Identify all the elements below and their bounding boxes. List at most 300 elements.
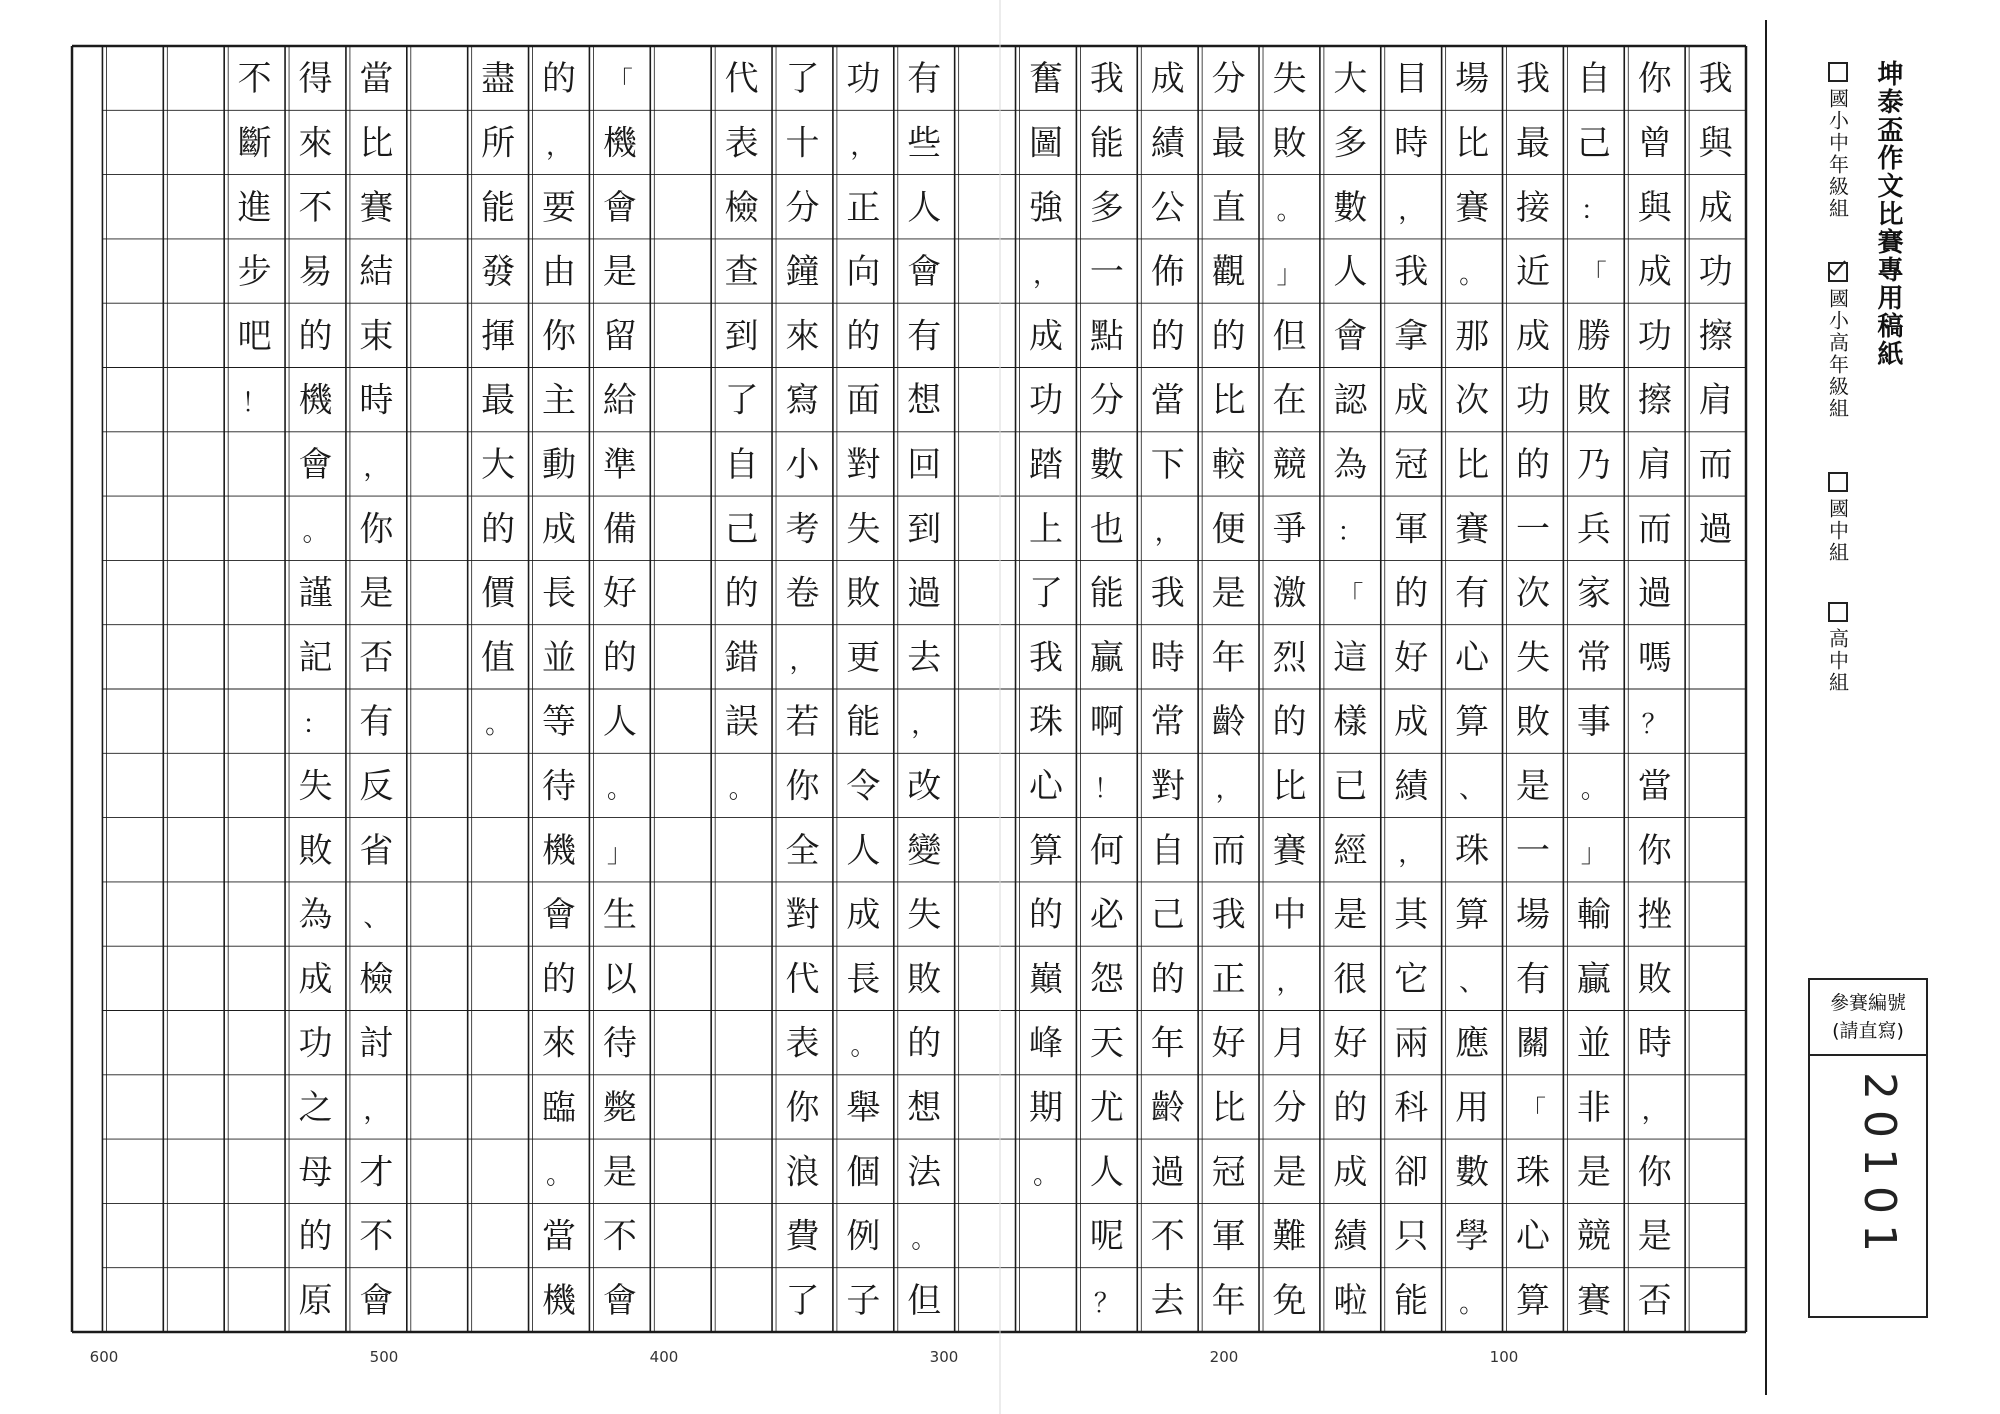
grid-character: 是 <box>1576 1152 1611 1193</box>
grid-character: 分 <box>1211 59 1246 100</box>
grid-character: 擦 <box>1637 380 1672 421</box>
grid-character: 較 <box>1211 444 1246 485</box>
grid-character: 動 <box>541 444 576 485</box>
grid-character: 數 <box>1455 1152 1490 1193</box>
grid-character: 去 <box>907 637 942 678</box>
grid-character: 激 <box>1272 573 1307 614</box>
grid-character: 嗎 <box>1637 637 1672 678</box>
grid-character: 烈 <box>1272 637 1307 678</box>
grid-character: 你 <box>785 1087 820 1128</box>
grid-character: 經 <box>1333 830 1368 871</box>
grid-character: 代 <box>785 959 820 1000</box>
grid-character: 記 <box>298 637 333 678</box>
grid-character: 待 <box>602 1023 637 1064</box>
grid-character: 「 <box>606 67 633 98</box>
grid-character: 不 <box>602 1216 637 1257</box>
grid-character: 能 <box>1089 573 1124 614</box>
grid-character: 失 <box>1272 59 1307 100</box>
grid-character: 我 <box>1089 59 1124 100</box>
grid-character: 你 <box>541 316 576 357</box>
grid-character: 。 <box>1032 1160 1059 1191</box>
grid-character: 人 <box>1089 1152 1124 1193</box>
grid-character: 巔 <box>1028 959 1063 1000</box>
grid-character: 啦 <box>1333 1280 1368 1321</box>
grid-character: 若 <box>785 702 820 743</box>
grid-character: 是 <box>602 252 637 293</box>
grid-character: 自 <box>724 444 759 485</box>
grid-character: 己 <box>724 509 759 550</box>
grid-character: 是 <box>1637 1216 1672 1257</box>
grid-character: 已 <box>1333 766 1368 807</box>
grid-character: 的 <box>1272 702 1307 743</box>
grid-character: 期 <box>1028 1087 1063 1128</box>
grid-character: 些 <box>907 123 942 164</box>
grid-character: 算 <box>1455 895 1490 936</box>
grid-character: 否 <box>1637 1280 1672 1321</box>
grid-character: 非 <box>1576 1087 1611 1128</box>
grid-character: 啊 <box>1089 702 1124 743</box>
grid-character: 的 <box>724 573 759 614</box>
grid-character: 但 <box>907 1280 942 1321</box>
grid-character: 贏 <box>1576 959 1611 1000</box>
grid-character: 機 <box>541 1280 576 1321</box>
grid-character: 呢 <box>1089 1216 1124 1257</box>
grid-character: 績 <box>1333 1216 1368 1257</box>
grid-character: 會 <box>602 187 637 228</box>
grid-character: 謹 <box>298 573 333 614</box>
grid-character: 了 <box>1028 573 1063 614</box>
grid-character: ！ <box>1093 774 1120 805</box>
grid-character: 珠 <box>1515 1152 1550 1193</box>
grid-character: 。 <box>1459 1288 1486 1319</box>
grid-character: 觀 <box>1211 252 1246 293</box>
grid-character: ， <box>1641 1095 1668 1126</box>
grid-character: 來 <box>541 1023 576 1064</box>
grid-character: 心 <box>1455 637 1490 678</box>
grid-character: 能 <box>1089 123 1124 164</box>
grid-character: 以 <box>602 959 637 1000</box>
grid-character: 成 <box>1333 1152 1368 1193</box>
grid-character: 目 <box>1394 59 1429 100</box>
entry-number-header <box>1810 980 1926 1056</box>
grid-character: 檢 <box>359 959 394 1000</box>
grid-character: 人 <box>846 830 881 871</box>
grid-character: 贏 <box>1089 637 1124 678</box>
grid-character: 其 <box>1394 895 1429 936</box>
grid-character: 子 <box>846 1280 881 1321</box>
grid-character: 來 <box>785 316 820 357</box>
grid-character: 次 <box>1455 380 1490 421</box>
grid-character: 能 <box>481 187 516 228</box>
grid-character: 要 <box>541 187 576 228</box>
grid-character: 能 <box>1394 1280 1429 1321</box>
grid-character: 會 <box>602 1280 637 1321</box>
grid-character: 過 <box>907 573 942 614</box>
scale-label: 200 <box>1209 1348 1239 1366</box>
grid-character: 最 <box>481 380 516 421</box>
checkbox-elementary-middle[interactable] <box>1828 62 1848 82</box>
grid-character: 珠 <box>1455 830 1490 871</box>
grid-character: 的 <box>846 316 881 357</box>
grid-character: 留 <box>602 316 637 357</box>
grid-character: 人 <box>1333 252 1368 293</box>
grid-character: 學 <box>1455 1216 1490 1257</box>
grid-character: 成 <box>298 959 333 1000</box>
grid-character: 應 <box>1455 1023 1490 1064</box>
grid-character: ， <box>1154 517 1181 548</box>
grid-character: 拿 <box>1394 316 1429 357</box>
grid-character: 難 <box>1272 1216 1307 1257</box>
grid-character: ， <box>1032 260 1059 291</box>
grid-character: 敗 <box>846 573 881 614</box>
checkbox-elementary-upper[interactable] <box>1828 262 1848 282</box>
grid-character: 比 <box>1211 380 1246 421</box>
grid-character: 。 <box>545 1160 572 1191</box>
grid-character: 你 <box>785 766 820 807</box>
grid-character: 的 <box>481 509 516 550</box>
grid-character: 。 <box>1276 195 1303 226</box>
entry-label-note: (請直寫) <box>1832 1020 1904 1042</box>
grid-character: 為 <box>1333 444 1368 485</box>
grid-character: 查 <box>724 252 759 293</box>
grid-character: 事 <box>1576 702 1611 743</box>
grid-character: 浪 <box>785 1152 820 1193</box>
grid-character: 己 <box>1150 895 1185 936</box>
grid-character: 了 <box>785 1280 820 1321</box>
character-count-scale <box>90 1348 1519 1366</box>
grid-character: 是 <box>1333 895 1368 936</box>
grid-character: 才 <box>359 1152 394 1193</box>
grid-character: 大 <box>481 444 516 485</box>
grid-character: 我 <box>1698 59 1733 100</box>
grid-character: 吧 <box>237 316 272 357</box>
grid-character: 比 <box>1211 1087 1246 1128</box>
grid-character: 與 <box>1637 187 1672 228</box>
grid-character: 比 <box>1455 123 1490 164</box>
grid-character: 想 <box>907 380 942 421</box>
grid-character: 敗 <box>1272 123 1307 164</box>
scale-label: 100 <box>1489 1348 1519 1366</box>
grid-character: 結 <box>359 252 394 293</box>
grid-character: 擦 <box>1698 316 1733 357</box>
grid-character: 不 <box>1150 1216 1185 1257</box>
grid-character: 揮 <box>481 316 516 357</box>
entry-label: 參賽編號 <box>1829 992 1906 1014</box>
grid-character: 的 <box>602 637 637 678</box>
grid-character: 比 <box>1272 766 1307 807</box>
grid-character: 功 <box>1515 380 1550 421</box>
scale-label: 600 <box>89 1348 119 1366</box>
grid-character: ， <box>545 131 572 162</box>
grid-character: 近 <box>1515 252 1550 293</box>
grid-character: 兵 <box>1576 509 1611 550</box>
grid-character: 是 <box>1515 766 1550 807</box>
grid-character: ， <box>363 1095 390 1126</box>
grid-character: 為 <box>298 895 333 936</box>
grid-character: 賽 <box>1455 509 1490 550</box>
grid-character: 接 <box>1515 187 1550 228</box>
grid-character: 公 <box>1150 187 1185 228</box>
grid-character: 的 <box>1150 959 1185 1000</box>
option-label: 高中組 <box>1825 628 1850 694</box>
grid-character: 我 <box>1150 573 1185 614</box>
grid-character: 「 <box>1519 1095 1546 1126</box>
grid-character: 大 <box>1333 59 1368 100</box>
grid-character: 正 <box>846 187 881 228</box>
grid-character: 斷 <box>237 123 272 164</box>
grid-character: 是 <box>1211 573 1246 614</box>
grid-character: 年 <box>1211 637 1246 678</box>
grid-character: 過 <box>1698 509 1733 550</box>
grid-character: 小 <box>785 444 820 485</box>
checkbox-junior-high[interactable] <box>1828 472 1848 492</box>
grid-character: 能 <box>846 702 881 743</box>
group-option-elementary-upper[interactable] <box>1818 262 1858 420</box>
grid-character: 只 <box>1394 1216 1429 1257</box>
grid-character: 月 <box>1272 1023 1307 1064</box>
grid-character: 而 <box>1637 509 1672 550</box>
grid-character: 認 <box>1333 380 1368 421</box>
grid-character: ， <box>1398 195 1425 226</box>
grid-character: 多 <box>1089 187 1124 228</box>
grid-character: ： <box>302 710 329 741</box>
grid-character: 而 <box>1211 830 1246 871</box>
grid-character: 峰 <box>1028 1023 1063 1064</box>
grid-character: 有 <box>359 702 394 743</box>
grid-character: 下 <box>1150 444 1185 485</box>
grid-character: 時 <box>1637 1023 1672 1064</box>
grid-character: 」 <box>1580 838 1607 869</box>
grid-character: 是 <box>602 1152 637 1193</box>
grid-character: 過 <box>1150 1152 1185 1193</box>
grid-character: 算 <box>1028 830 1063 871</box>
group-option-junior-high[interactable] <box>1818 472 1858 564</box>
grid-character: 在 <box>1272 380 1307 421</box>
grid-character: 由 <box>541 252 576 293</box>
grid-character: 到 <box>907 509 942 550</box>
grid-character: ： <box>1580 195 1607 226</box>
grid-character: 場 <box>1515 895 1550 936</box>
grid-character: 我 <box>1394 252 1429 293</box>
grid-character: 比 <box>1455 444 1490 485</box>
grid-character: 是 <box>359 573 394 614</box>
grid-character: 數 <box>1089 444 1124 485</box>
grid-character: 寫 <box>785 380 820 421</box>
grid-character: 珠 <box>1028 702 1063 743</box>
grid-character: 全 <box>785 830 820 871</box>
grid-character: 樣 <box>1333 702 1368 743</box>
grid-character: 更 <box>846 637 881 678</box>
grid-character: 主 <box>541 380 576 421</box>
grid-character: 。 <box>850 1031 877 1062</box>
grid-character: 給 <box>602 380 637 421</box>
grid-character: 易 <box>298 252 333 293</box>
grid-character: 尤 <box>1089 1087 1124 1128</box>
grid-character: 最 <box>1211 123 1246 164</box>
grid-character: 成 <box>1515 316 1550 357</box>
grid-character: 時 <box>359 380 394 421</box>
grid-character: 成 <box>1150 59 1185 100</box>
grid-character: 不 <box>237 59 272 100</box>
grid-character: 鐘 <box>785 252 820 293</box>
grid-character: 原 <box>298 1280 333 1321</box>
grid-character: 一 <box>1089 252 1124 293</box>
grid-character: 待 <box>541 766 576 807</box>
grid-character: 步 <box>237 252 272 293</box>
grid-character: 的 <box>1333 1087 1368 1128</box>
grid-character: 你 <box>1637 1152 1672 1193</box>
group-option-senior-high[interactable] <box>1818 602 1858 694</box>
grid-character: 當 <box>541 1216 576 1257</box>
grid-character: 正 <box>1211 959 1246 1000</box>
grid-character: 好 <box>1211 1023 1246 1064</box>
grid-character: ， <box>850 131 877 162</box>
grid-character: 分 <box>785 187 820 228</box>
grid-character: 常 <box>1576 637 1611 678</box>
grid-character: 並 <box>541 637 576 678</box>
grid-character: 功 <box>298 1023 333 1064</box>
grid-character: 多 <box>1333 123 1368 164</box>
grid-character: 令 <box>846 766 881 807</box>
grid-character: 賽 <box>1576 1280 1611 1321</box>
grid-character: 上 <box>1028 509 1063 550</box>
grid-character: 得 <box>298 59 333 100</box>
grid-character: 誤 <box>724 702 759 743</box>
grid-character: 對 <box>1150 766 1185 807</box>
grid-character: 個 <box>846 1152 881 1193</box>
grid-character: 」 <box>1276 260 1303 291</box>
grid-character: 乃 <box>1576 444 1611 485</box>
grid-character: 這 <box>1333 637 1368 678</box>
grid-character: 的 <box>1211 316 1246 357</box>
grid-character: 不 <box>359 1216 394 1257</box>
entry-number-value: 20101 <box>1854 1072 1905 1262</box>
grid-character: 代 <box>724 59 759 100</box>
grid-character: 年 <box>1211 1280 1246 1321</box>
grid-character: 家 <box>1576 573 1611 614</box>
grid-character: 會 <box>541 895 576 936</box>
grid-character: 。 <box>1580 774 1607 805</box>
grid-character: 當 <box>1637 766 1672 807</box>
grid-character: 好 <box>1394 637 1429 678</box>
group-option-elementary-middle[interactable] <box>1818 62 1858 220</box>
grid-character: 否 <box>359 637 394 678</box>
grid-character: 軍 <box>1394 509 1429 550</box>
grid-character: 不 <box>298 187 333 228</box>
grid-character: 心 <box>1515 1216 1550 1257</box>
grid-character: ？ <box>1641 710 1668 741</box>
grid-character: 兩 <box>1394 1023 1429 1064</box>
grid-character: 一 <box>1515 830 1550 871</box>
grid-character: 你 <box>359 509 394 550</box>
grid-character: 了 <box>724 380 759 421</box>
grid-character: 我 <box>1028 637 1063 678</box>
grid-character: 是 <box>1272 1152 1307 1193</box>
grid-character: 考 <box>785 509 820 550</box>
grid-character: 踏 <box>1028 444 1063 485</box>
grid-character: 自 <box>1150 830 1185 871</box>
grid-character: 齡 <box>1150 1087 1185 1128</box>
grid-character: 改 <box>907 766 942 807</box>
grid-character: 最 <box>1515 123 1550 164</box>
grid-character: 、 <box>1459 967 1486 998</box>
grid-character: 自 <box>1576 59 1611 100</box>
grid-character: 有 <box>907 316 942 357</box>
grid-character: 賽 <box>1272 830 1307 871</box>
grid-character: 奮 <box>1028 59 1063 100</box>
grid-character: ， <box>1398 838 1425 869</box>
grid-character: 對 <box>846 444 881 485</box>
grid-character: 省 <box>359 830 394 871</box>
grid-character: ， <box>363 452 390 483</box>
grid-character: 曾 <box>1637 123 1672 164</box>
grid-character: 但 <box>1272 316 1307 357</box>
grid-character: 分 <box>1089 380 1124 421</box>
grid-character: 的 <box>298 1216 333 1257</box>
grid-character: 一 <box>1515 509 1550 550</box>
grid-character: 競 <box>1576 1216 1611 1257</box>
grid-character: 並 <box>1576 1023 1611 1064</box>
grid-character: 它 <box>1394 959 1429 1000</box>
grid-character: 所 <box>481 123 516 164</box>
entry-number-box <box>1808 978 1928 1318</box>
grid-character: 法 <box>907 1152 942 1193</box>
grid-character: 算 <box>1455 702 1490 743</box>
grid-character: 成 <box>1698 187 1733 228</box>
grid-character: 面 <box>846 380 881 421</box>
grid-character: 時 <box>1150 637 1185 678</box>
grid-character: 敗 <box>1637 959 1672 1000</box>
grid-character: 分 <box>1272 1087 1307 1128</box>
grid-character: 賽 <box>359 187 394 228</box>
grid-character: 冠 <box>1394 444 1429 485</box>
grid-character: 科 <box>1394 1087 1429 1128</box>
grid-character: 有 <box>907 59 942 100</box>
grid-character: 己 <box>1576 123 1611 164</box>
grid-character: 。 <box>485 710 512 741</box>
grid-character: 卷 <box>785 573 820 614</box>
grid-character: 賽 <box>1455 187 1490 228</box>
grid-character: 人 <box>602 702 637 743</box>
grid-character: 用 <box>1455 1087 1490 1128</box>
grid-character: ： <box>1337 517 1364 548</box>
grid-character: 討 <box>359 1023 394 1064</box>
grid-character: 天 <box>1089 1023 1124 1064</box>
grid-character: 、 <box>363 903 390 934</box>
grid-character: 失 <box>1515 637 1550 678</box>
grid-character: 。 <box>728 774 755 805</box>
grid-character: 當 <box>359 59 394 100</box>
grid-character: 等 <box>541 702 576 743</box>
grid-character: 績 <box>1150 123 1185 164</box>
grid-character: 年 <box>1150 1023 1185 1064</box>
grid-character: 會 <box>298 444 333 485</box>
grid-character: 當 <box>1150 380 1185 421</box>
grid-character: ， <box>1276 967 1303 998</box>
grid-character: 也 <box>1089 509 1124 550</box>
grid-character: 價 <box>481 573 516 614</box>
grid-character: 的 <box>907 1023 942 1064</box>
grid-character: 會 <box>1333 316 1368 357</box>
grid-character: 變 <box>907 830 942 871</box>
grid-character: 輸 <box>1576 895 1611 936</box>
grid-character: 我 <box>1515 59 1550 100</box>
grid-character: 心 <box>1028 766 1063 807</box>
grid-character: 。 <box>302 517 329 548</box>
grid-character: 對 <box>785 895 820 936</box>
checkbox-senior-high[interactable] <box>1828 602 1848 622</box>
grid-character: 爭 <box>1272 509 1307 550</box>
